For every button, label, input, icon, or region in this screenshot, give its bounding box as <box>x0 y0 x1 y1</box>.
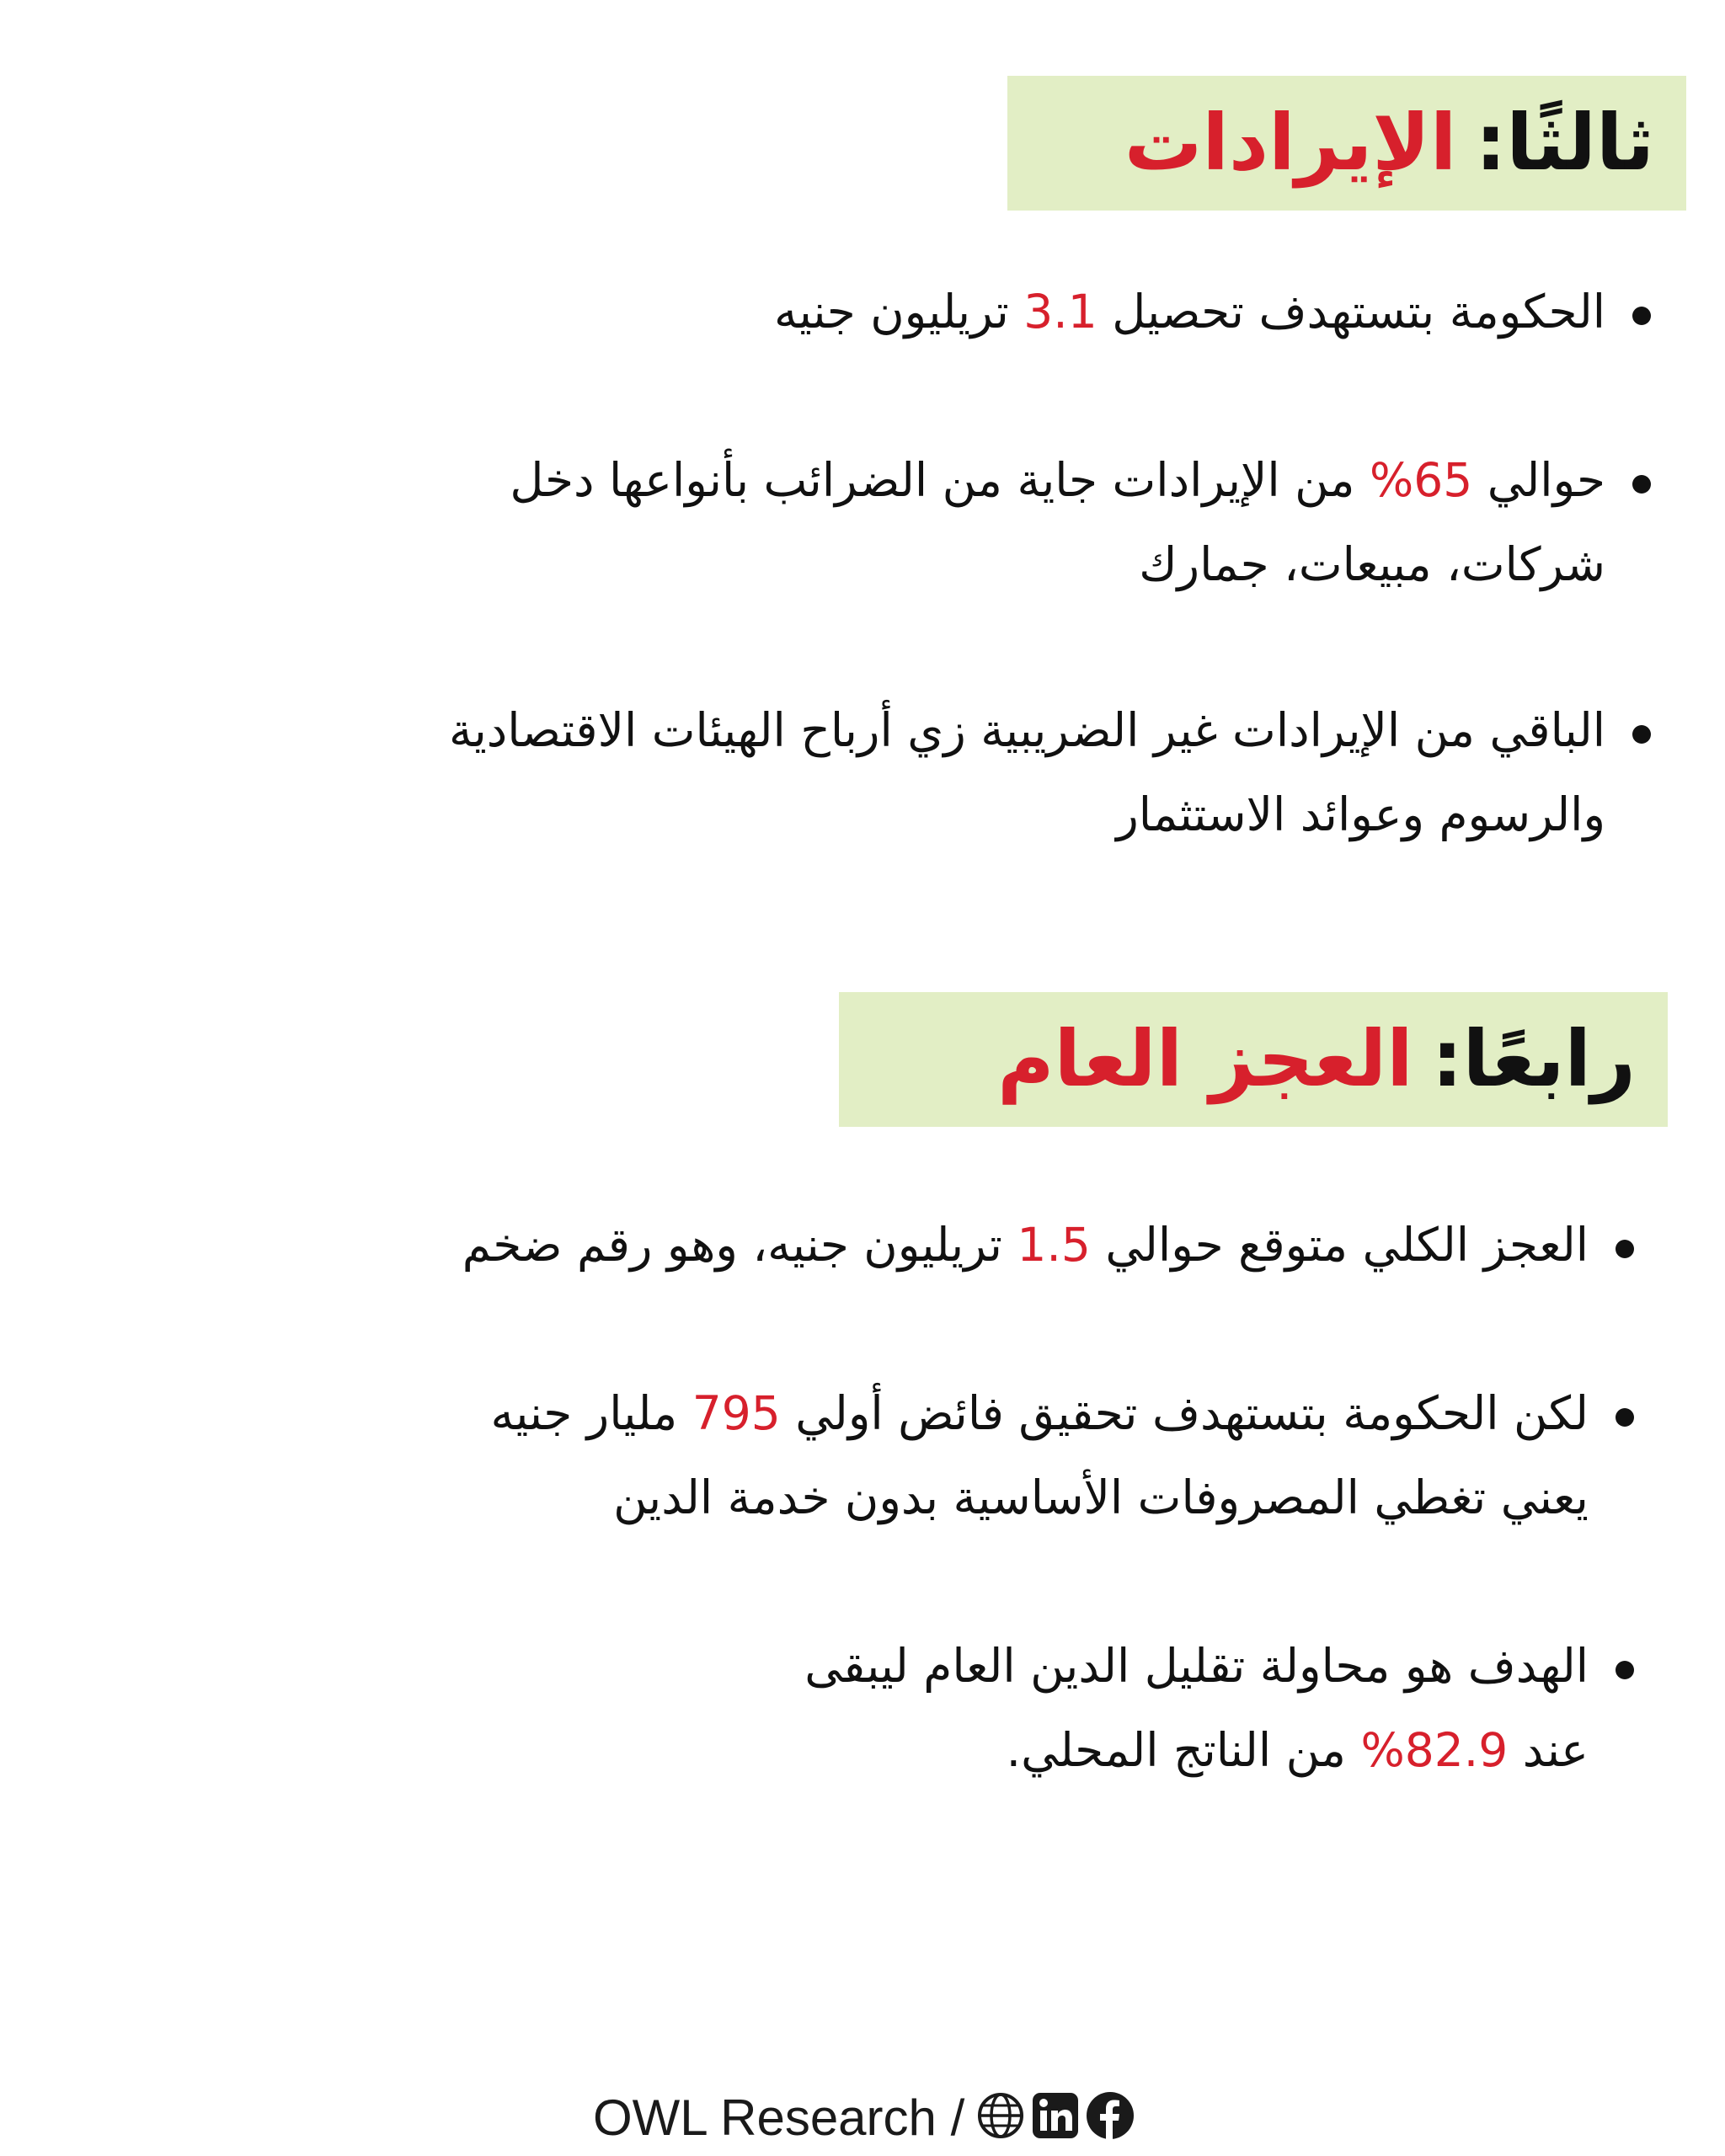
heading-topic: العجز العام <box>997 1014 1413 1104</box>
bullet-line <box>184 1203 1589 1287</box>
bullet-text: الحكومة بتستهدف تحصيل <box>1097 285 1605 339</box>
bullet-text: لكن الحكومة بتستهدف تحقيق فائض أولي <box>780 1386 1589 1440</box>
bullet-line-2: والرسوم وعوائد الاستثمار <box>1116 787 1605 841</box>
list-item <box>184 1371 1641 1540</box>
bullet-text: عند <box>1508 1723 1589 1777</box>
list-item <box>184 688 1658 857</box>
bullet-text: تريليون جنيه <box>774 285 1024 339</box>
bullet-dot <box>1616 1661 1634 1679</box>
heading-label: ثالثًا: <box>1475 98 1654 188</box>
bullet-text: مليار جنيه <box>490 1386 692 1440</box>
deficit-bullet-list <box>184 1203 1641 1792</box>
bullet-line-2 <box>184 1708 1589 1792</box>
bullet-text: من الإيرادات جاية من الضرائب بأنواعها دخل <box>510 453 1370 507</box>
bullet-text: تريليون جنيه، وهو رقم ضخم <box>462 1218 1017 1272</box>
highlight-value: 3.1 <box>1023 285 1097 339</box>
list-item <box>184 438 1658 606</box>
globe-icon[interactable] <box>976 2091 1025 2143</box>
bullet-dot <box>1632 307 1651 325</box>
section-heading-revenues <box>1007 76 1686 211</box>
bullet-dot <box>1616 1240 1634 1258</box>
highlight-value: 795 <box>692 1386 781 1440</box>
bullet-dot <box>1632 475 1651 494</box>
section-heading-deficit <box>839 992 1668 1127</box>
heading-label: رابعًا: <box>1431 1014 1636 1104</box>
list-item <box>184 270 1658 354</box>
highlight-value: 82.9% <box>1360 1723 1509 1777</box>
bullet-line-2: شركات، مبيعات، جمارك <box>1139 537 1605 591</box>
bullet-line-2: يعني تغطي المصروفات الأساسية بدون خدمة الدين <box>613 1470 1589 1524</box>
bullet-line: الباقي من الإيرادات غير الضريبية زي أرباح الهيئات الاقتصادية <box>448 703 1605 757</box>
bullet-line: الهدف هو محاولة تقليل الدين العام ليبقى <box>804 1639 1589 1693</box>
bullet-line <box>184 438 1605 522</box>
bullet-text: العجز الكلي متوقع حوالي <box>1090 1218 1589 1272</box>
bullet-line <box>184 1371 1589 1455</box>
bullet-text: من الناتج المحلي. <box>1006 1723 1361 1777</box>
bullet-dot <box>1616 1408 1634 1427</box>
bullet-line <box>184 270 1605 354</box>
facebook-icon[interactable] <box>1086 2091 1135 2143</box>
bullet-text: حوالي <box>1472 453 1605 507</box>
highlight-value: 1.5 <box>1017 1218 1091 1272</box>
bullet-dot <box>1632 725 1651 744</box>
heading-topic: الإيرادات <box>1124 98 1457 188</box>
linkedin-icon[interactable] <box>1032 2092 1079 2143</box>
list-item <box>184 1624 1641 1792</box>
brand-name: OWL Research / <box>593 2089 965 2146</box>
footer <box>593 2084 1135 2151</box>
list-item <box>184 1203 1641 1287</box>
highlight-value: 65% <box>1369 453 1473 507</box>
revenues-bullet-list <box>184 270 1658 857</box>
